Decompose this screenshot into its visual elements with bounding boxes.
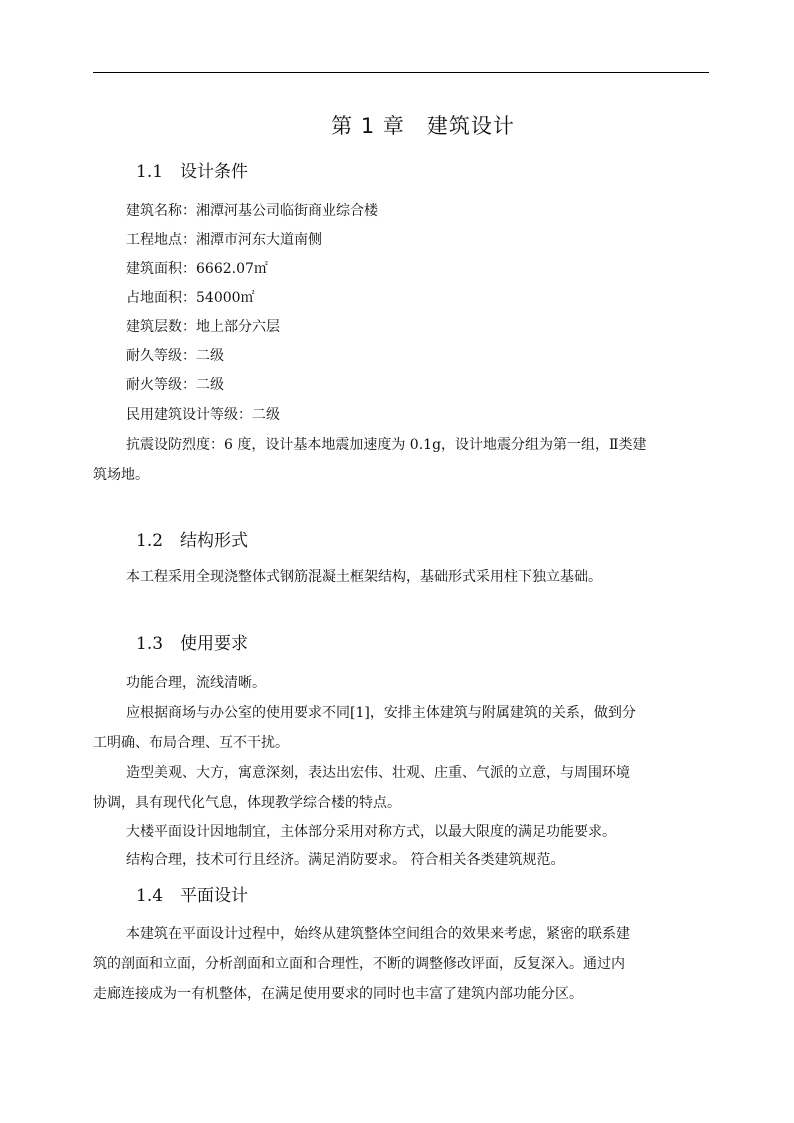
paragraph-line: 占地面积：54000㎡	[126, 290, 255, 306]
paragraph-line: 耐火等级：二级	[126, 377, 224, 393]
paragraph-line: 民用建筑设计等级：二级	[126, 407, 280, 423]
section-heading-1-3	[136, 632, 248, 656]
paragraph-line: 筑的剖面和立面，分析剖面和立面和合理性，不断的调整修改评面，反复深入。通过内	[93, 956, 625, 972]
section-title: 结构形式	[180, 531, 248, 551]
paragraph-line: 筑场地。	[93, 467, 149, 483]
chapter-title-text: 建筑设计	[426, 114, 515, 138]
paragraph-line: 应根据商场与办公室的使用要求不同[1]，安排主体建筑与附属建筑的关系，做到分	[126, 705, 636, 721]
paragraph-line: 工程地点：湘潭市河东大道南侧	[126, 232, 322, 248]
section-heading-1-4	[136, 884, 248, 908]
chapter-number: 第 1 章	[331, 114, 405, 138]
section-heading-1-1	[136, 160, 248, 184]
paragraph-line: 结构合理，技术可行且经济。满足消防要求。 符合相关各类建筑规范。	[126, 852, 565, 868]
section-title: 平面设计	[180, 886, 248, 906]
paragraph-line: 本工程采用全现浇整体式钢筋混凝土框架结构，基础形式采用柱下独立基础。	[126, 569, 602, 585]
section-heading-1-2	[136, 529, 248, 553]
chapter-title	[93, 111, 753, 141]
section-number: 1.3	[136, 634, 164, 654]
paragraph-line: 耐久等级：二级	[126, 348, 224, 364]
paragraph-line: 建筑面积：6662.07㎡	[126, 261, 268, 277]
paragraph-line: 走廊连接成为一有机整体，在满足使用要求的同时也丰富了建筑内部功能分区。	[93, 986, 583, 1002]
paragraph-line: 建筑层数：地上部分六层	[126, 319, 280, 335]
paragraph-line: 功能合理，流线清晰。	[126, 675, 266, 691]
paragraph-line: 建筑名称：湘潭河基公司临街商业综合楼	[126, 203, 378, 219]
paragraph-line: 本建筑在平面设计过程中，始终从建筑整体空间组合的效果来考虑，紧密的联系建	[126, 926, 630, 942]
paragraph-line: 大楼平面设计因地制宜，主体部分采用对称方式，以最大限度的满足功能要求。	[126, 824, 616, 840]
section-title: 使用要求	[180, 634, 248, 654]
section-number: 1.1	[136, 162, 164, 182]
paragraph-line: 造型美观、大方，寓意深刻，表达出宏伟、壮观、庄重、气派的立意，与周围环境	[126, 765, 630, 781]
section-number: 1.2	[136, 531, 164, 551]
header-rule	[93, 72, 709, 73]
section-title: 设计条件	[180, 162, 248, 182]
paragraph-line: 工明确、布局合理、互不干扰。	[93, 735, 289, 751]
section-number: 1.4	[136, 886, 164, 906]
paragraph-line: 协调，具有现代化气息，体现教学综合楼的特点。	[93, 795, 401, 811]
paragraph-line: 抗震设防烈度：6 度，设计基本地震加速度为 0.1g，设计地震分组为第一组，Ⅱ类建	[126, 437, 647, 453]
